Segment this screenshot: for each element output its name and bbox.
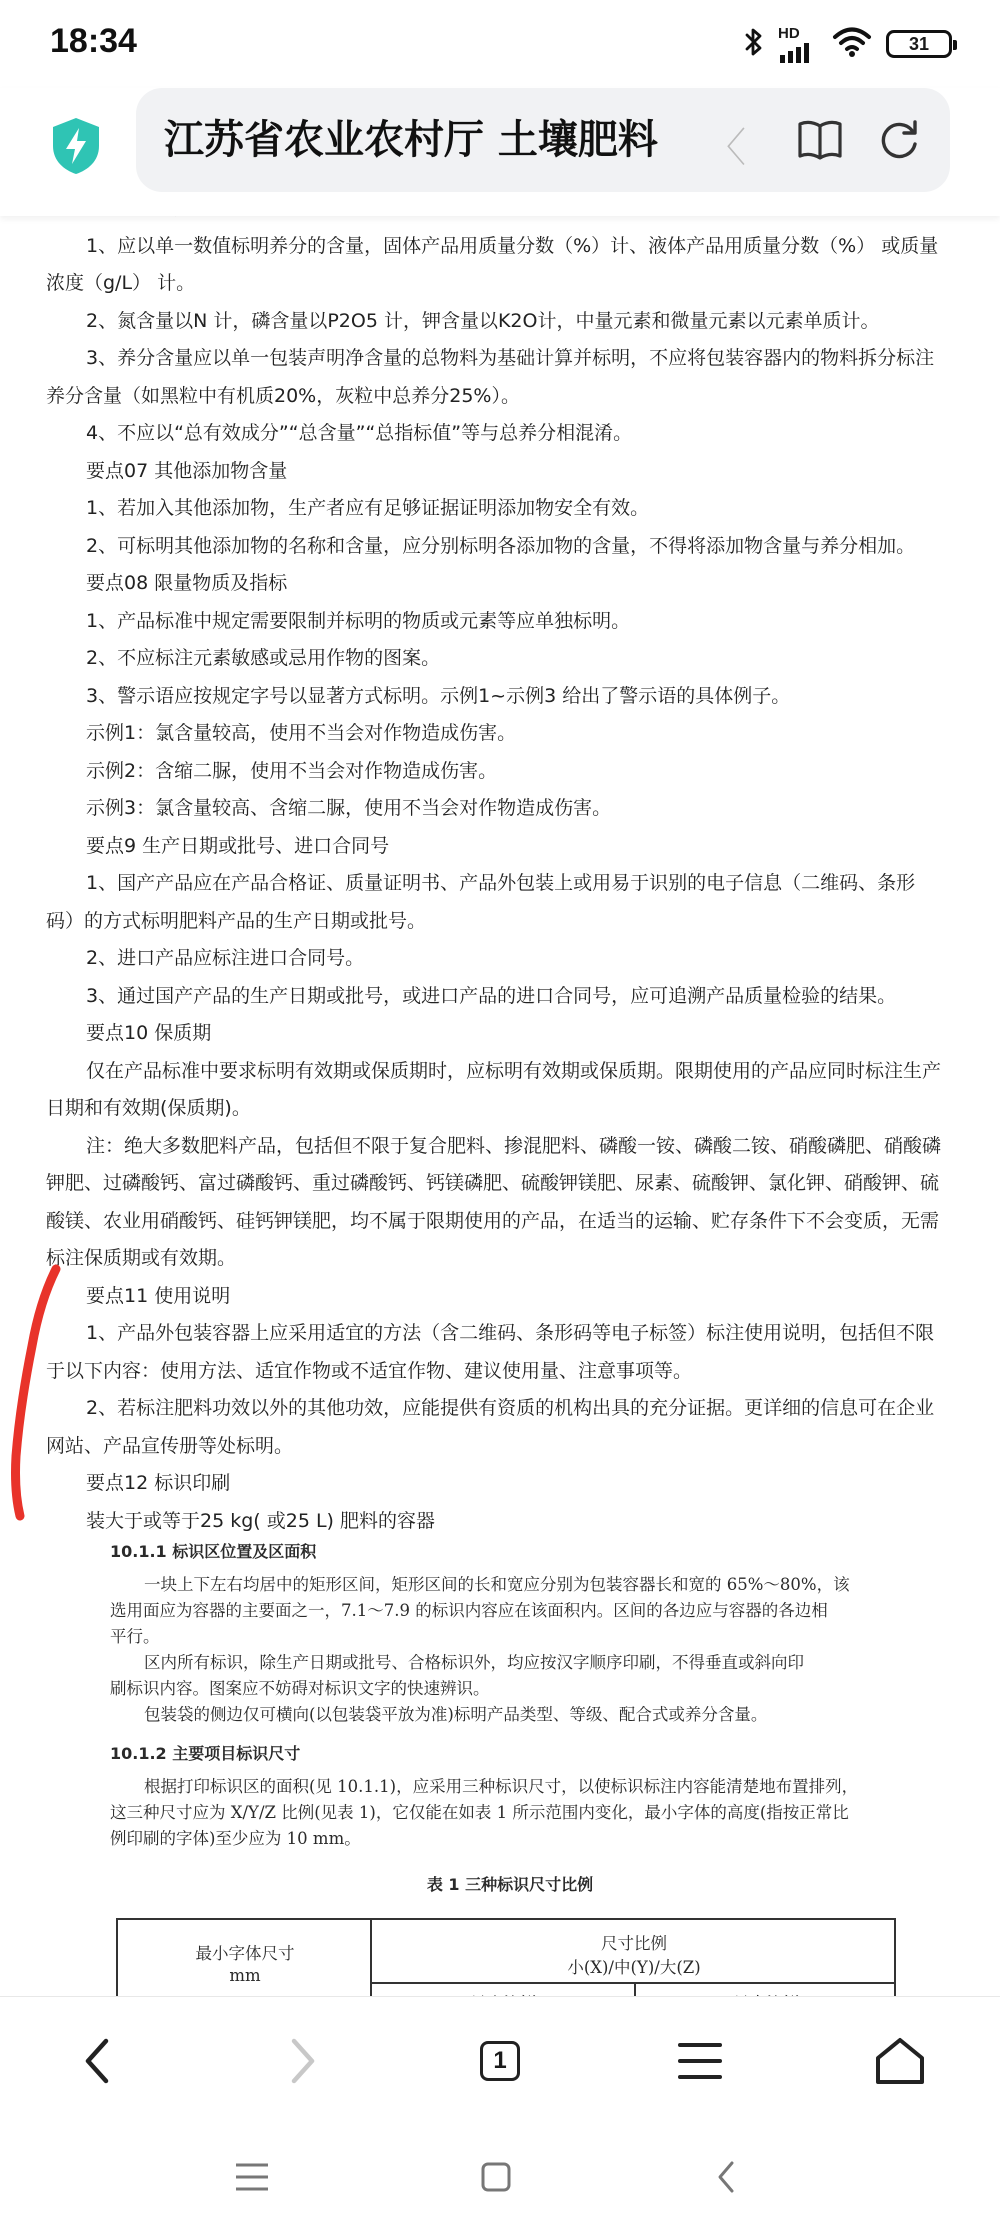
network-type-label: HD	[778, 24, 800, 42]
back-button[interactable]	[58, 2021, 138, 2101]
system-home-button[interactable]	[466, 2147, 526, 2207]
article-line: 标注保质期或有效期。	[46, 1247, 237, 1269]
article-line: 养分含量（如黑粒中有机质20%，灰粒中总养分25%）。	[46, 384, 520, 407]
standard-paragraph-line: 包装袋的侧边仅可横向(以包装袋平放为准)标明产品类型、等级、配合式或养分含量。	[144, 1705, 768, 1724]
table-header-cell: 最小字体尺寸	[195, 1944, 295, 1963]
section-heading: 要点08 限量物质及指标	[86, 572, 288, 594]
recents-icon	[234, 2162, 270, 2192]
standard-paragraph-line: 一块上下左右均居中的矩形区间，矩形区间的长和宽应分别为包装容器长和宽的 65%～80%，该	[144, 1575, 850, 1594]
standard-paragraph-line: 选用面应为容器的主要面之一，7.1～7.9 的标识内容应在该面积内。区间的各边应与容器的各边相	[110, 1601, 828, 1620]
cellular-signal-icon	[778, 26, 818, 63]
standard-paragraph-line: 平行。	[110, 1627, 160, 1646]
article-line: 3、通过国产产品的生产日期或批号，或进口产品的进口合同号，应可追溯产品质量检验的结果。	[86, 984, 897, 1007]
clock: 18:34	[50, 22, 137, 60]
article-line: 1、应以单一数值标明养分的含量，固体产品用质量分数（%）计、液体产品用质量分数（%） 或质量	[86, 234, 939, 257]
article-line: 1、产品外包装容器上应采用适宜的方法（含二维码、条形码等电子标签）标注使用说明，包括但不限	[86, 1322, 935, 1344]
article-line: 1、若加入其他添加物，生产者应有足够证据证明添加物安全有效。	[86, 497, 650, 519]
reload-icon[interactable]	[876, 116, 922, 166]
article-line: 2、氮含量以N 计，磷含量以P2O5 计，钾含量以K2O计，中量元素和微量元素以元素单质计。	[86, 309, 880, 332]
square-home-icon	[480, 2161, 512, 2193]
section-heading: 要点12 标识印刷	[86, 1472, 231, 1494]
article-line: 1、产品标准中规定需要限制并标明的物质或元素等应单独标明。	[86, 609, 631, 632]
standard-paragraph-line: 区内所有标识，除生产日期或批号、合格标识外，均应按汉字顺序印刷，不得垂直或斜向印	[144, 1653, 804, 1672]
system-back-button[interactable]	[696, 2147, 756, 2207]
battery-icon: 31	[886, 30, 952, 58]
home-icon	[874, 2036, 926, 2086]
table-header-cell: 尺寸比例	[601, 1934, 667, 1953]
section-heading: 要点10 保质期	[86, 1022, 212, 1044]
standard-paragraph-line: 刷标识内容。图案应不妨碍对标识文字的快速辨识。	[110, 1679, 490, 1698]
standard-paragraph-line: 根据打印标识区的面积(见 10.1.1)，应采用三种标识尺寸，以使标识标注内容能清楚地布置排列，	[144, 1777, 859, 1796]
address-bar[interactable]	[136, 88, 950, 192]
wifi-icon	[832, 26, 872, 62]
title-overflow-glyph: 〈	[706, 125, 746, 171]
red-annotation-stroke	[0, 216, 80, 2016]
article-line: 示例2：含缩二脲，使用不当会对作物造成伤害。	[86, 759, 498, 782]
standard-clause-heading: 10.1.2 主要项目标识尺寸	[110, 1744, 301, 1763]
chevron-right-icon	[282, 2036, 322, 2086]
triangle-back-icon	[714, 2159, 738, 2195]
home-button[interactable]	[860, 2021, 940, 2101]
browser-top-bar	[0, 88, 1000, 216]
browser-bottom-bar	[0, 1996, 1000, 2223]
article-line: 3、养分含量应以单一包装声明净含量的总物料为基础计算并标明，不应将包装容器内的物料拆分标注	[86, 347, 935, 369]
system-recents-button[interactable]	[222, 2147, 282, 2207]
article-line: 日期和有效期(保质期)。	[46, 1097, 251, 1119]
standard-paragraph-line: 这三种尺寸应为 X/Y/Z 比例(见表 1)，它仅能在如表 1 所示范围内变化，最小字体的高度(指按正常比	[110, 1803, 849, 1822]
chevron-left-icon	[78, 2036, 118, 2086]
section-heading: 要点07 其他添加物含量	[86, 459, 288, 482]
section-heading: 要点9 生产日期或批号、进口合同号	[86, 834, 390, 857]
standard-clause-heading: 10.1.1 标识区位置及区面积	[110, 1542, 317, 1561]
article-line: 于以下内容：使用方法、适宜作物或不适宜作物、建议使用量、注意事项等。	[46, 1359, 693, 1382]
article-viewport[interactable]	[0, 216, 1000, 1996]
section-heading: 要点11 使用说明	[86, 1284, 231, 1307]
tab-count-icon[interactable]: 1	[480, 2041, 520, 2081]
article-body	[0, 190, 1000, 1540]
menu-icon	[676, 2041, 724, 2081]
forward-button[interactable]	[262, 2021, 342, 2101]
article-line: 2、若标注肥料功效以外的其他功效，应能提供有资质的机构出具的充分证据。更详细的信息可在企业	[86, 1397, 935, 1419]
article-line: 4、不应以“总有效成分”“总含量”“总指标值”等与总养分相混淆。	[86, 422, 633, 444]
article-line: 1、国产产品应在产品合格证、质量证明书、产品外包装上或用易于识别的电子信息（二维码、条形	[86, 872, 916, 894]
table-header-unit: mm	[229, 1966, 261, 1985]
article-line: 酸镁、农业用硝酸钙、硅钙钾镁肥，均不属于限期使用的产品，在适当的运输、贮存条件下不会变质，无需	[46, 1209, 940, 1232]
page-title[interactable]: 江苏省农业农村厅 土壤肥料	[164, 117, 658, 163]
article-line: 示例1：氯含量较高，使用不当会对作物造成伤害。	[86, 722, 517, 744]
article-line: 注：绝大多数肥料产品，包括但不限于复合肥料、掺混肥料、磷酸一铵、磷酸二铵、硝酸磷肥、硝酸磷	[86, 1134, 942, 1157]
table-header-subcell: 小(X)/中(Y)/大(Z)	[567, 1958, 701, 1977]
article-line: 2、可标明其他添加物的名称和含量，应分别标明各添加物的含量，不得将添加物含量与养分相加。	[86, 534, 916, 557]
bluetooth-icon	[744, 26, 764, 62]
article-line: 2、不应标注元素敏感或忌用作物的图案。	[86, 647, 441, 669]
menu-button[interactable]	[660, 2021, 740, 2101]
article-line: 3、警示语应按规定字号以显著方式标明。示例1~示例3 给出了警示语的具体例子。	[86, 684, 791, 707]
article-line: 示例3：氯含量较高、含缩二脲，使用不当会对作物造成伤害。	[86, 797, 612, 819]
status-icons	[744, 24, 952, 64]
embedded-standard-image	[110, 1532, 910, 2038]
article-line: 仅在产品标准中要求标明有效期或保质期时，应标明有效期或保质期。限期使用的产品应同时标注生产	[86, 1059, 942, 1082]
article-line: 浓度（g/L） 计。	[46, 272, 196, 294]
article-line: 码）的方式标明肥料产品的生产日期或批号。	[46, 909, 427, 932]
table-caption: 表 1 三种标识尺寸比例	[426, 1875, 594, 1894]
tabs-button[interactable]	[460, 2021, 540, 2101]
article-line: 钾肥、过磷酸钙、富过磷酸钙、重过磷酸钙、钙镁磷肥、硫酸钾镁肥、尿素、硫酸钾、氯化钾、硝酸钾、硫	[46, 1172, 940, 1194]
article-line: 装大于或等于25 kg( 或25 L) 肥料的容器	[86, 1509, 435, 1532]
article-line: 网站、产品宣传册等处标明。	[46, 1434, 294, 1457]
article-line: 2、进口产品应标注进口合同号。	[86, 947, 365, 969]
reader-mode-icon[interactable]	[796, 118, 844, 166]
security-shield-icon[interactable]	[50, 116, 102, 176]
status-bar	[0, 0, 1000, 88]
standard-paragraph-line: 例印刷的字体)至少应为 10 mm。	[110, 1829, 361, 1848]
